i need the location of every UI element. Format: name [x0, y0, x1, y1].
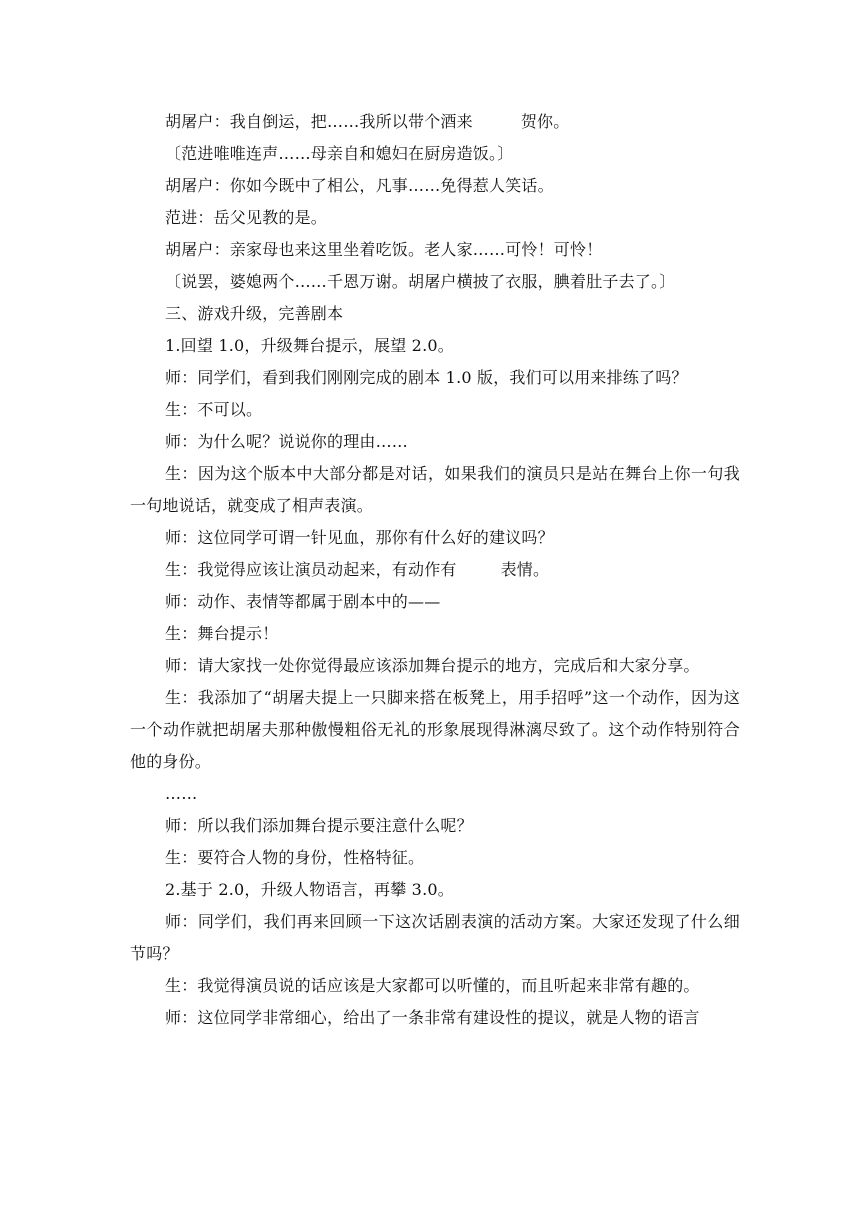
- paragraph: 生：我觉得演员说的话应该是大家都可以听懂的，而且听起来非常有趣的。: [165, 976, 700, 995]
- paragraph-text: 贺你。: [520, 112, 570, 131]
- paragraph: 师：同学们，我们再来回顾一下这次话剧表演的活动方案。大家还发现了什么细节吗？: [130, 912, 740, 963]
- paragraph: 师：请大家找一处你觉得最应该添加舞台提示的地方，完成后和大家分享。: [165, 656, 700, 675]
- document-body: [130, 106, 740, 1034]
- paragraph: 〔范进唯唯连声……母亲自和媳妇在厨房造饭。〕: [165, 144, 514, 163]
- paragraph: [130, 554, 740, 586]
- ellipsis-line: ……: [165, 784, 198, 803]
- paragraph: 师：这位同学非常细心，给出了一条非常有建设性的提议，就是人物的语言: [165, 1008, 700, 1027]
- section-heading: 三、游戏升级，完善剧本: [165, 304, 344, 323]
- paragraph: 胡屠户：亲家母也来这里坐着吃饭。老人家……可怜！可怜！: [165, 240, 603, 259]
- paragraph: 师：这位同学可谓一针见血，那你有什么好的建议吗？: [165, 528, 554, 547]
- paragraph-text: 表情。: [500, 560, 550, 579]
- paragraph: 师：为什么呢？说说你的理由……: [165, 432, 409, 451]
- paragraph: 师：同学们，看到我们刚刚完成的剧本 1.0 版，我们可以用来排练了吗？: [165, 368, 688, 387]
- paragraph: [130, 106, 740, 138]
- paragraph: 师：动作、表情等都属于剧本中的——: [165, 592, 441, 611]
- subsection-heading: 1.回望 1.0，升级舞台提示，展望 2.0。: [165, 336, 454, 355]
- paragraph-text: 胡屠户：我自倒运，把……我所以带个酒来: [165, 112, 473, 131]
- subsection-heading: 2.基于 2.0，升级人物语言，再攀 3.0。: [165, 880, 454, 899]
- paragraph-text: 生：我觉得应该让演员动起来，有动作有: [165, 560, 457, 579]
- paragraph: 生：舞台提示！: [165, 624, 279, 643]
- paragraph: 生：我添加了“胡屠夫提上一只脚来搭在板凳上，用手招呼”这一个动作，因为这一个动作就把胡屠夫那种傲慢粗俗无礼的形象展现得淋漓尽致了。这个动作特别符合他的身份。: [130, 688, 740, 771]
- paragraph: 生：要符合人物的身份，性格特征。: [165, 848, 425, 867]
- paragraph: 师：所以我们添加舞台提示要注意什么呢？: [165, 816, 473, 835]
- paragraph: 生：因为这个版本中大部分都是对话，如果我们的演员只是站在舞台上你一句我一句地说话，就变成了相声表演。: [130, 464, 740, 515]
- paragraph: 〔说罢，婆媳两个……千恩万谢。胡屠户横披了衣服，腆着肚子去了。〕: [165, 272, 676, 291]
- paragraph: 范进：岳父见教的是。: [165, 208, 328, 227]
- paragraph: 生：不可以。: [165, 400, 263, 419]
- paragraph: 胡屠户：你如今既中了相公，凡事……免得惹人笑话。: [165, 176, 554, 195]
